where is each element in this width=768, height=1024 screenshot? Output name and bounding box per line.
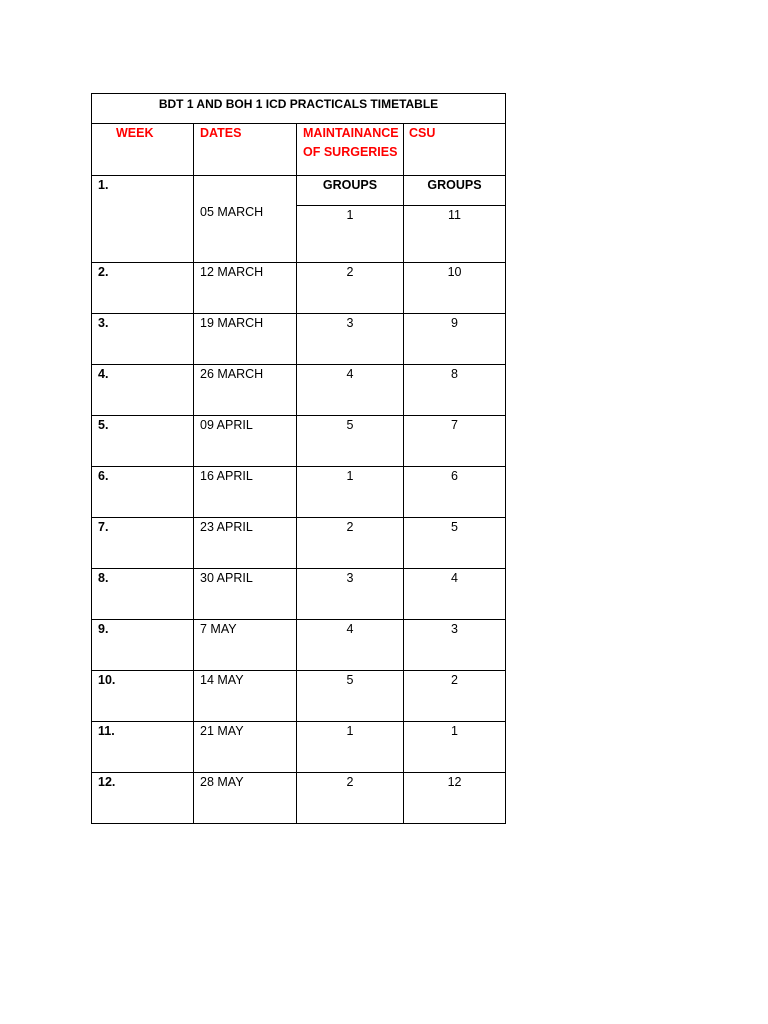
csu-group-value: 5 [451, 520, 458, 534]
week-cell [92, 722, 194, 773]
table-row [92, 773, 506, 824]
table-row [92, 671, 506, 722]
maintenance-group-value: 5 [346, 418, 354, 432]
week-cell [92, 176, 194, 263]
maintenance-group-cell [297, 314, 404, 365]
week-number: 7. [98, 520, 109, 534]
maintenance-group-cell [297, 206, 404, 263]
date-value: 12 MARCH [200, 265, 264, 279]
table-row [92, 314, 506, 365]
date-value: 16 APRIL [200, 469, 253, 483]
maintenance-group-cell [297, 518, 404, 569]
week-cell [92, 671, 194, 722]
csu-group-cell [404, 620, 506, 671]
maintenance-group-value: 3 [346, 571, 354, 585]
title-row [92, 94, 506, 124]
table-row [92, 416, 506, 467]
week-number: 8. [98, 571, 109, 585]
maintenance-group-cell [297, 569, 404, 620]
maintenance-group-cell [297, 416, 404, 467]
csu-group-value: 7 [451, 418, 458, 432]
csu-group-cell [404, 518, 506, 569]
header-csu [404, 124, 506, 176]
maintenance-group-value: 1 [346, 208, 354, 222]
csu-group-cell [404, 467, 506, 518]
csu-groups-label: GROUPS [427, 178, 482, 192]
csu-group-cell [404, 365, 506, 416]
header-maintenance [297, 124, 404, 176]
header-maintenance-label: MAINTAINANCE OF SURGERIES [303, 126, 399, 159]
date-value: 09 APRIL [200, 418, 253, 432]
maintenance-group-value: 2 [346, 775, 354, 789]
week-cell [92, 416, 194, 467]
timetable-title: BDT 1 AND BOH 1 ICD PRACTICALS TIMETABLE [158, 97, 439, 111]
week-number: 2. [98, 265, 109, 279]
week-number: 9. [98, 622, 109, 636]
csu-group-value: 12 [447, 775, 462, 789]
maintenance-group-cell [297, 671, 404, 722]
date-value: 30 APRIL [200, 571, 253, 585]
week-number: 4. [98, 367, 109, 381]
csu-group-value: 9 [451, 316, 458, 330]
maintenance-group-value: 4 [346, 367, 354, 381]
date-value: 7 MAY [200, 622, 237, 636]
header-dates [194, 124, 297, 176]
csu-group-cell [404, 206, 506, 263]
week-cell [92, 773, 194, 824]
maintenance-group-value: 5 [346, 673, 354, 687]
date-value: 26 MARCH [200, 367, 264, 381]
date-value: 21 MAY [200, 724, 244, 738]
maintenance-group-value: 1 [346, 469, 354, 483]
date-cell [194, 671, 297, 722]
date-value: 19 MARCH [200, 316, 264, 330]
csu-group-cell [404, 263, 506, 314]
csu-group-value: 6 [451, 469, 458, 483]
timetable [91, 93, 506, 824]
maintenance-group-value: 2 [346, 265, 354, 279]
week-cell [92, 569, 194, 620]
csu-group-value: 4 [451, 571, 458, 585]
csu-group-value: 2 [451, 673, 458, 687]
table-row [92, 620, 506, 671]
timetable-body [92, 94, 506, 824]
date-value: 23 APRIL [200, 520, 253, 534]
week-cell [92, 620, 194, 671]
csu-groups-cell [404, 176, 506, 206]
week-cell [92, 365, 194, 416]
header-week-label: WEEK [116, 126, 154, 140]
week-number: 5. [98, 418, 109, 432]
header-week [92, 124, 194, 176]
csu-group-cell [404, 671, 506, 722]
week-cell [92, 314, 194, 365]
table-row [92, 365, 506, 416]
maintenance-groups-cell [297, 176, 404, 206]
maintenance-group-value: 3 [346, 316, 354, 330]
date-cell [194, 773, 297, 824]
date-cell [194, 176, 297, 263]
date-value: 28 MAY [200, 775, 244, 789]
week-cell [92, 518, 194, 569]
date-value: 05 MARCH [200, 205, 264, 219]
week-cell [92, 467, 194, 518]
header-row [92, 124, 506, 176]
maintenance-group-cell [297, 620, 404, 671]
date-cell [194, 569, 297, 620]
week-number: 6. [98, 469, 109, 483]
table-row [92, 569, 506, 620]
date-cell [194, 620, 297, 671]
maintenance-group-cell [297, 467, 404, 518]
maintenance-group-cell [297, 263, 404, 314]
title-cell [92, 94, 506, 124]
date-value: 14 MAY [200, 673, 244, 687]
table-row [92, 467, 506, 518]
week-number: 12. [98, 775, 116, 789]
week-number: 10. [98, 673, 116, 687]
table-row [92, 722, 506, 773]
maintenance-group-cell [297, 773, 404, 824]
csu-group-value: 1 [451, 724, 458, 738]
maintenance-group-value: 4 [346, 622, 354, 636]
csu-group-value: 10 [447, 265, 462, 279]
maintenance-group-cell [297, 365, 404, 416]
header-dates-label: DATES [200, 126, 242, 140]
csu-group-cell [404, 773, 506, 824]
week-cell [92, 263, 194, 314]
week-number: 1. [98, 178, 109, 192]
date-cell [194, 518, 297, 569]
groups-row [92, 176, 506, 206]
csu-group-cell [404, 569, 506, 620]
header-csu-label: CSU [409, 126, 436, 140]
table-row [92, 263, 506, 314]
csu-group-cell [404, 416, 506, 467]
date-cell [194, 722, 297, 773]
csu-group-value: 3 [451, 622, 458, 636]
date-cell [194, 467, 297, 518]
csu-group-cell [404, 722, 506, 773]
table-row [92, 518, 506, 569]
maintenance-group-value: 2 [346, 520, 354, 534]
date-cell [194, 314, 297, 365]
date-cell [194, 365, 297, 416]
csu-group-cell [404, 314, 506, 365]
csu-group-value: 8 [451, 367, 458, 381]
date-cell [194, 263, 297, 314]
week-number: 11. [98, 724, 115, 738]
maintenance-group-cell [297, 722, 404, 773]
csu-group-value: 11 [448, 208, 461, 222]
week-number: 3. [98, 316, 109, 330]
date-cell [194, 416, 297, 467]
maintenance-group-value: 1 [346, 724, 354, 738]
maintenance-groups-label: GROUPS [322, 178, 378, 192]
